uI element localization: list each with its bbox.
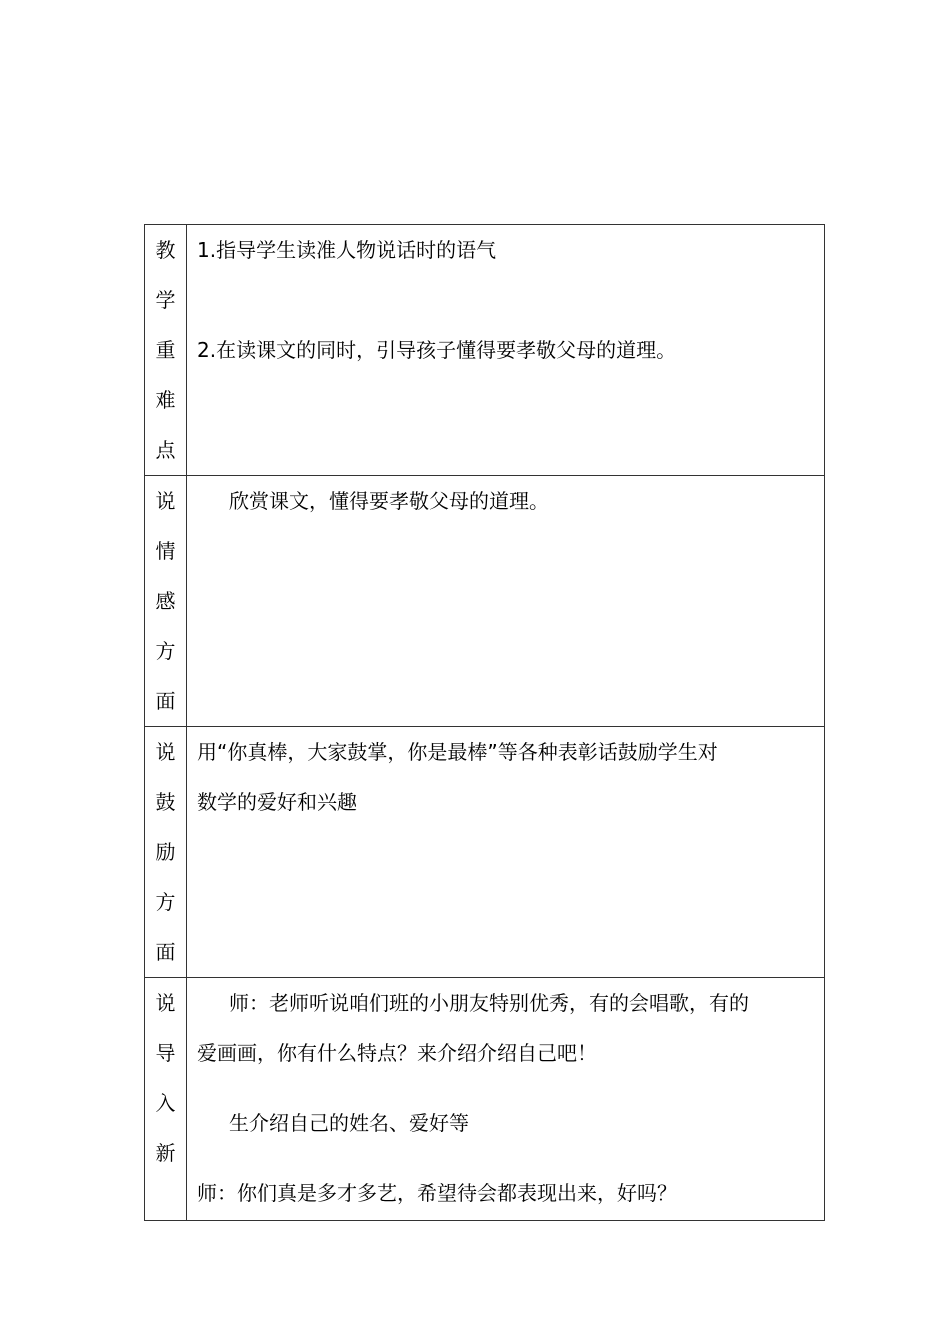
label-char: 重 <box>155 338 176 362</box>
content-line: 爱画画，你有什么特点？来介绍介绍自己吧！ <box>197 1041 597 1065</box>
content-line: 师：老师听说咱们班的小朋友特别优秀，有的会唱歌，有的 <box>229 991 749 1015</box>
row-label-encouragement-aspect <box>145 727 187 978</box>
row-content-introduction <box>187 978 825 1221</box>
content-line: 用“你真棒，大家鼓掌，你是最棒”等各种表彰话鼓励学生对 <box>197 740 718 764</box>
table-row-emotion-aspect <box>145 476 825 727</box>
content-line: 数学的爱好和兴趣 <box>197 790 357 814</box>
row-label-introduction <box>145 978 187 1221</box>
lesson-plan-table <box>144 224 825 1221</box>
label-char: 入 <box>155 1091 176 1115</box>
label-char: 说 <box>155 991 176 1015</box>
label-char: 感 <box>155 589 176 613</box>
content-line: 1.指导学生读准人物说话时的语气 <box>197 238 497 262</box>
row-content-teaching-key-points <box>187 225 825 476</box>
table-row-encouragement-aspect <box>145 727 825 978</box>
label-char: 励 <box>155 840 176 864</box>
label-char: 教 <box>155 238 176 262</box>
label-char: 方 <box>155 639 176 663</box>
content-line: 师：你们真是多才多艺，希望待会都表现出来，好吗？ <box>197 1181 677 1205</box>
row-label-emotion-aspect <box>145 476 187 727</box>
label-char: 难 <box>155 388 176 412</box>
label-char: 方 <box>155 890 176 914</box>
label-char: 鼓 <box>155 790 176 814</box>
label-char: 说 <box>155 489 176 513</box>
row-content-emotion-aspect <box>187 476 825 727</box>
content-line: 欣赏课文，懂得要孝敬父母的道理。 <box>229 489 549 513</box>
table-row-introduction <box>145 978 825 1221</box>
label-char: 说 <box>155 740 176 764</box>
content-line: 2.在读课文的同时，引导孩子懂得要孝敬父母的道理。 <box>197 338 677 362</box>
label-char: 面 <box>155 940 176 964</box>
label-char: 学 <box>155 288 176 312</box>
table-row-teaching-key-points <box>145 225 825 476</box>
row-content-encouragement-aspect <box>187 727 825 978</box>
label-char: 新 <box>155 1141 176 1165</box>
row-label-teaching-key-points <box>145 225 187 476</box>
label-char: 点 <box>155 438 176 462</box>
label-char: 面 <box>155 689 176 713</box>
label-char: 导 <box>155 1041 176 1065</box>
content-line: 生介绍自己的姓名、爱好等 <box>229 1111 469 1135</box>
label-char: 情 <box>155 539 176 563</box>
